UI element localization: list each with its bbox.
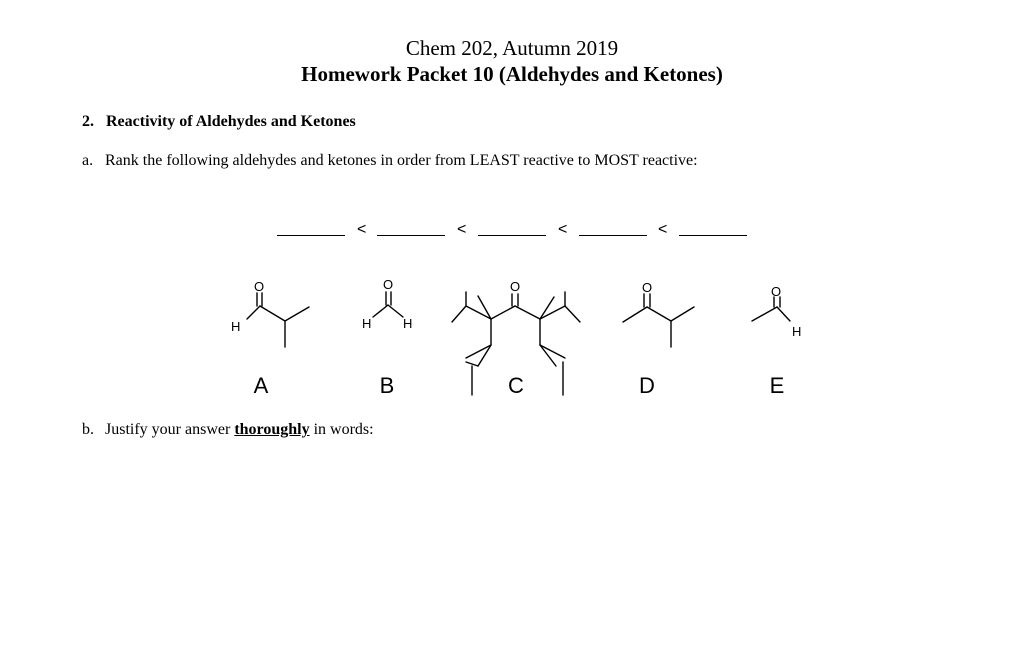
less-than-1: < — [357, 221, 367, 238]
molecule-b-structure — [373, 292, 403, 317]
molecule-e-structure — [752, 297, 790, 321]
course-title: Chem 202, Autumn 2019 — [405, 36, 619, 60]
molecule-b-hydrogen-right: H — [403, 316, 413, 331]
less-than-4: < — [658, 221, 668, 238]
question-b-letter: b. — [82, 421, 94, 438]
molecule-b-oxygen: O — [383, 277, 394, 292]
molecule-label-c: C — [508, 373, 524, 398]
question-a-letter: a. — [82, 152, 94, 169]
question-b-emphasis: thoroughly — [234, 421, 310, 438]
molecule-a-oxygen: O — [254, 279, 265, 294]
molecule-label-d: D — [639, 373, 655, 398]
molecule-c-oxygen: O — [510, 279, 521, 294]
less-than-2: < — [457, 221, 467, 238]
question-b — [82, 421, 374, 439]
question-b-text-before: Justify your answer — [105, 421, 235, 438]
molecule-e-oxygen: O — [771, 284, 782, 299]
molecule-d-structure — [623, 294, 694, 347]
molecule-label-b: B — [379, 373, 395, 398]
less-than-3: < — [558, 221, 568, 238]
question-a-text: Rank the following aldehydes and ketones in order from LEAST reactive to MOST reactive: — [105, 152, 698, 169]
packet-title: Homework Packet 10 (Aldehydes and Ketones) — [301, 62, 723, 86]
question-b-text-after: in words: — [309, 421, 374, 438]
molecule-e-hydrogen: H — [792, 324, 802, 339]
molecule-label-a: A — [253, 373, 269, 398]
molecule-d-oxygen: O — [642, 280, 653, 295]
molecule-label-e: E — [769, 373, 785, 398]
molecule-a-hydrogen: H — [231, 319, 241, 334]
section-heading: 2. Reactivity of Aldehydes and Ketones — [82, 113, 356, 130]
molecule-b-hydrogen-left: H — [362, 316, 372, 331]
molecule-a-structure — [247, 293, 309, 347]
